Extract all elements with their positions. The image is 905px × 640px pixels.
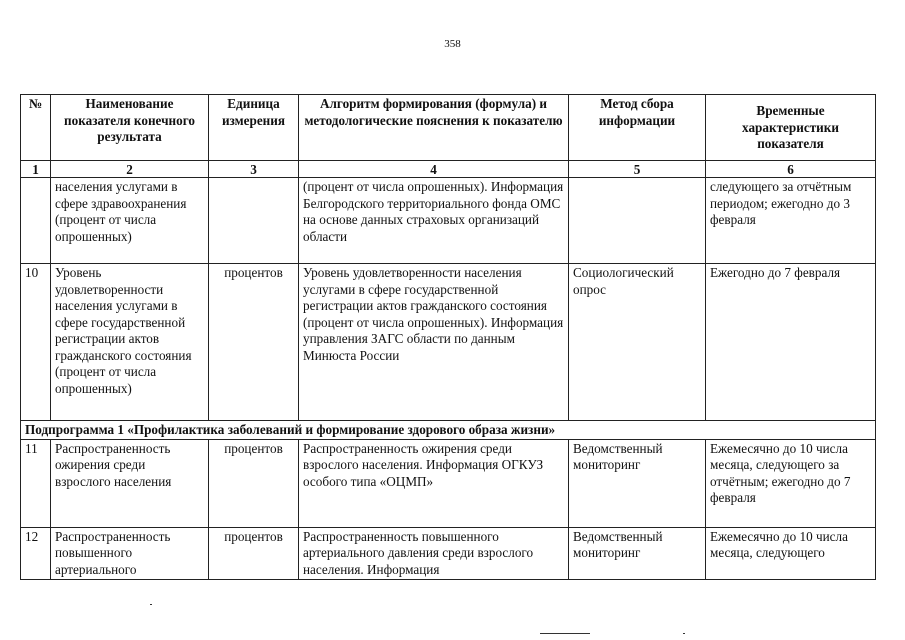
header-algorithm: Алгоритм формирования (формула) и методологические пояснения к показателю xyxy=(299,95,569,161)
header-no: № xyxy=(21,95,51,161)
cell-no: 10 xyxy=(21,264,51,421)
cell-timing: следующего за отчётным периодом; ежегодно до 3 февраля xyxy=(706,178,876,264)
cell-method: Ведомственный мониторинг xyxy=(569,439,706,527)
column-number: 1 xyxy=(21,161,51,178)
cell-no: 12 xyxy=(21,527,51,579)
header-unit: Единица измерения xyxy=(209,95,299,161)
cell-unit: процентов xyxy=(209,439,299,527)
header-timing: Временные характеристики показателя xyxy=(706,95,876,161)
scan-speck xyxy=(540,633,590,634)
cell-no: 11 xyxy=(21,439,51,527)
column-number: 4 xyxy=(299,161,569,178)
cell-name: Распространенность повышенного артериального xyxy=(51,527,209,579)
header-name: Наименование показателя конечного результата xyxy=(51,95,209,161)
section-row xyxy=(21,421,876,440)
table-row xyxy=(21,264,876,421)
cell-timing: Ежемесячно до 10 числа месяца, следующего xyxy=(706,527,876,579)
cell-unit xyxy=(209,178,299,264)
cell-algorithm: Уровень удовлетворенности населения услугами в сфере государственной регистрации актов гражданского состояния (процент от числа опрошенных). Информация управления ЗАГС области по данным Минюста России xyxy=(299,264,569,421)
column-number: 6 xyxy=(706,161,876,178)
scan-speck xyxy=(150,604,152,605)
cell-method xyxy=(569,178,706,264)
page-number: 358 xyxy=(444,38,461,50)
table-row xyxy=(21,527,876,579)
cell-timing: Ежемесячно до 10 числа месяца, следующего за отчётным; ежегодно до 7 февраля xyxy=(706,439,876,527)
cell-name: Распространенность ожирения среди взрослого населения xyxy=(51,439,209,527)
cell-unit: процентов xyxy=(209,527,299,579)
column-number: 3 xyxy=(209,161,299,178)
cell-name: Уровень удовлетворенности населения услугами в сфере государственной регистрации актов гражданского состояния (процент от числа опрошенных) xyxy=(51,264,209,421)
header-row xyxy=(21,95,876,161)
table-row xyxy=(21,178,876,264)
cell-algorithm: Распространенность ожирения среди взрослого населения. Информация ОГКУЗ особого типа «ОЦМП» xyxy=(299,439,569,527)
cell-no xyxy=(21,178,51,264)
scan-speck xyxy=(683,633,685,634)
cell-method: Ведомственный мониторинг xyxy=(569,527,706,579)
column-number: 2 xyxy=(51,161,209,178)
cell-algorithm: Распространенность повышенного артериального давления среди взрослого населения. Информация xyxy=(299,527,569,579)
cell-method: Социологический опрос xyxy=(569,264,706,421)
section-title: Подпрограмма 1 «Профилактика заболеваний и формирование здорового образа жизни» xyxy=(21,421,876,440)
column-number: 5 xyxy=(569,161,706,178)
cell-timing: Ежегодно до 7 февраля xyxy=(706,264,876,421)
header-method: Метод сбора информации xyxy=(569,95,706,161)
cell-unit: процентов xyxy=(209,264,299,421)
table-row xyxy=(21,439,876,527)
cell-name: населения услугами в сфере здравоохранения (процент от числа опрошенных) xyxy=(51,178,209,264)
indicators-table xyxy=(20,94,876,580)
cell-algorithm: (процент от числа опрошенных). Информация Белгородского территориального фонда ОМС на основе данных страховых организаций области xyxy=(299,178,569,264)
column-number-row xyxy=(21,161,876,178)
